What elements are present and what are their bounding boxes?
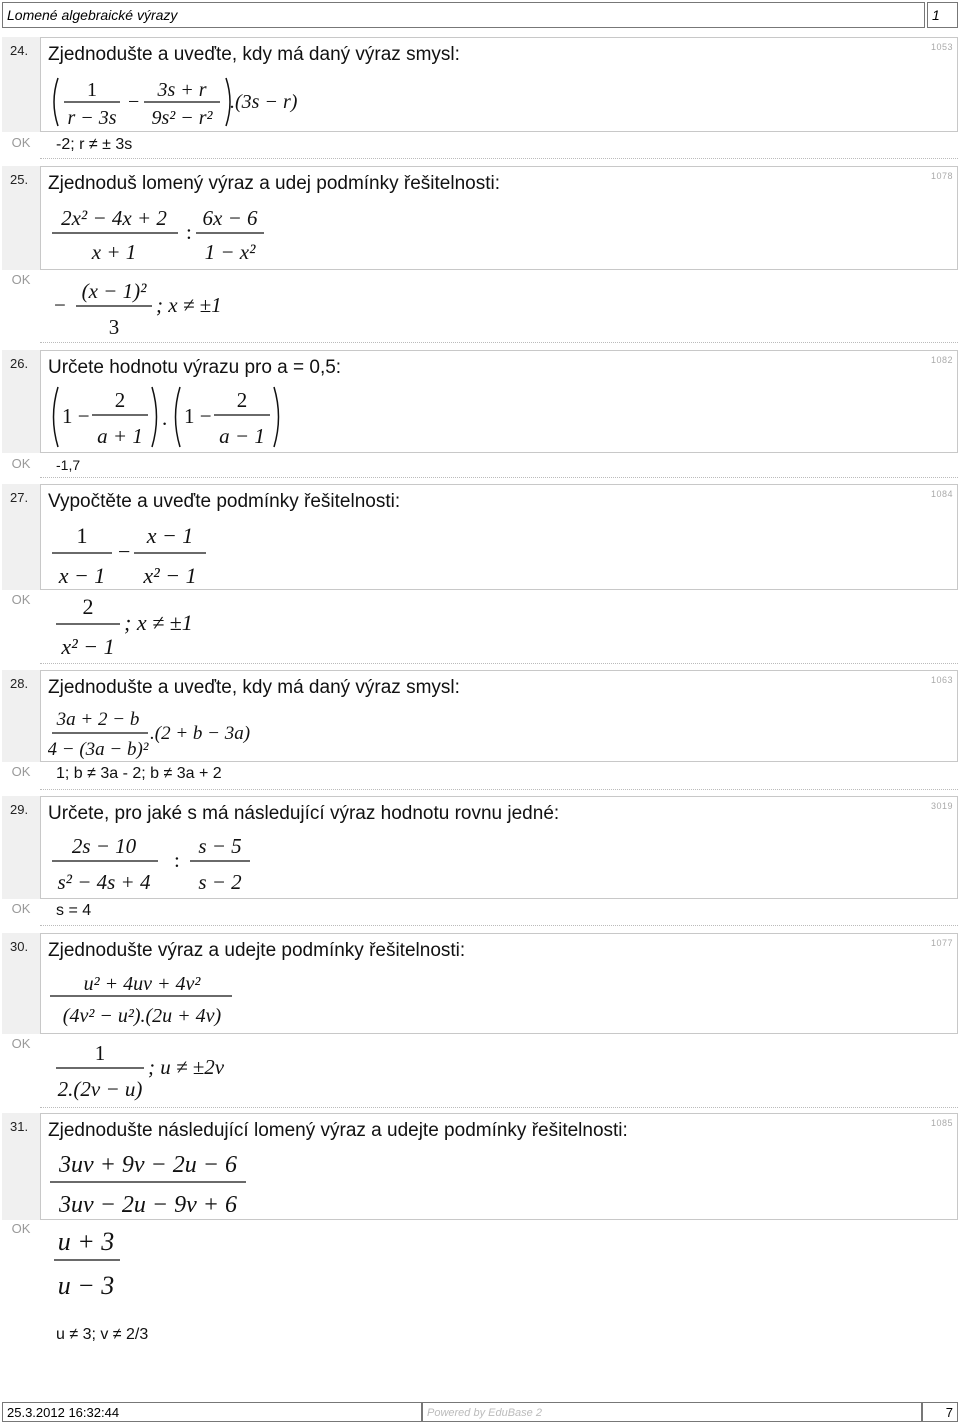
division-colon: : <box>174 848 180 872</box>
answer-text: s = 4 <box>56 902 92 919</box>
denominator: a + 1 <box>97 424 143 448</box>
expression-31 <box>48 1148 288 1218</box>
answer-text: u ≠ 3; v ≠ 2/3 <box>56 1326 149 1343</box>
problem-box <box>40 37 958 132</box>
expression-24 <box>48 74 308 130</box>
problem-number: 25. <box>2 166 40 270</box>
ok-label: OK <box>11 135 31 150</box>
denominator: u − 3 <box>57 1271 115 1300</box>
denominator: (4v² − u²).(2u + 4v) <box>62 1005 222 1027</box>
expression-26 <box>48 385 308 449</box>
problem-text: Zjednodušte a uveďte, kdy má daný výraz smysl: <box>48 44 460 65</box>
denominator: s − 2 <box>198 870 242 894</box>
problem-31 <box>2 1113 958 1361</box>
answer-text: -2; r ≠ ± 3s <box>56 136 133 153</box>
ok-label: OK <box>11 456 31 471</box>
denominator: r − 3s <box>67 107 117 129</box>
minus-sign: − <box>54 293 66 317</box>
answer-box <box>40 132 958 159</box>
problem-id: 1078 <box>930 171 953 181</box>
numerator: 2 <box>82 594 94 619</box>
denominator: 9s² − r² <box>151 107 213 129</box>
division-colon: : <box>186 220 192 244</box>
denominator: 4 − (3a − b)² <box>48 739 149 760</box>
numerator: 2x² − 4x + 2 <box>61 206 167 230</box>
problem-id: 1084 <box>930 489 953 499</box>
ok-label: OK <box>11 592 31 607</box>
ok-label: OK <box>11 764 31 779</box>
condition: ; u ≠ ±2v <box>148 1055 225 1079</box>
ok-label: OK <box>11 901 31 916</box>
footer-page-number: 7 <box>922 1402 958 1422</box>
denominator: s² − 4s + 4 <box>57 870 151 894</box>
footer-datetime: 25.3.2012 16:32:44 <box>2 1402 422 1422</box>
answer-expression <box>52 1222 172 1300</box>
problem-id: 1053 <box>930 42 953 52</box>
problem-box <box>40 166 958 270</box>
problem-29 <box>2 796 958 926</box>
answer-expression <box>52 274 272 340</box>
problem-27 <box>2 484 958 664</box>
expression-30 <box>48 968 288 1030</box>
answer-box <box>40 270 958 343</box>
denominator: x + 1 <box>91 240 137 264</box>
numerator: s − 5 <box>198 834 242 858</box>
problem-box <box>40 1113 958 1220</box>
problem-text: Vypočtěte a uveďte podmínky řešitelnosti: <box>48 491 401 512</box>
answer-box <box>40 453 958 478</box>
problem-id: 1085 <box>930 1118 953 1128</box>
problem-id: 3019 <box>930 801 953 811</box>
problem-text: Zjednoduš lomený výraz a udej podmínky řešitelnosti: <box>48 173 501 194</box>
expression-27 <box>48 521 268 589</box>
header-page-number: 1 <box>927 2 958 28</box>
answer-text: -1,7 <box>56 457 81 473</box>
problem-number: 24. <box>2 37 40 132</box>
expression-28 <box>48 705 308 761</box>
problem-box <box>40 670 958 762</box>
problem-number: 27. <box>2 484 40 590</box>
answer-text: 1; b ≠ 3a - 2; b ≠ 3a + 2 <box>56 765 222 782</box>
ok-label: OK <box>11 1221 31 1236</box>
problem-box <box>40 933 958 1034</box>
problem-24 <box>2 37 958 159</box>
problem-28 <box>2 670 958 790</box>
denominator: 3uv − 2u − 9v + 6 <box>59 1192 237 1218</box>
numerator: 3s + r <box>157 79 207 101</box>
numerator: 1 <box>87 79 97 101</box>
problem-box <box>40 484 958 590</box>
denominator: 3 <box>108 315 120 339</box>
numerator: 3uv + 9v − 2u − 6 <box>59 1152 237 1178</box>
problem-text: Zjednodušte výraz a udejte podmínky řešitelnosti: <box>48 940 466 961</box>
problem-text: Určete, pro jaké s má následující výraz hodnotu rovnu jedné: <box>48 803 560 824</box>
problem-box <box>40 350 958 453</box>
problem-30 <box>2 933 958 1108</box>
answer-box <box>40 590 958 664</box>
denominator: x² − 1 <box>61 634 115 659</box>
numerator: 6x − 6 <box>202 206 258 230</box>
numerator: (x − 1)² <box>81 279 147 303</box>
denominator: x² − 1 <box>143 563 197 588</box>
problem-number: 28. <box>2 670 40 762</box>
numerator: 2s − 10 <box>71 834 137 858</box>
term: 1 − <box>184 404 212 428</box>
answer-box <box>40 899 958 926</box>
problem-text: Zjednodušte a uveďte, kdy má daný výraz smysl: <box>48 677 460 698</box>
problem-25 <box>2 166 958 343</box>
denominator: x − 1 <box>58 563 106 588</box>
numerator: u + 3 <box>57 1227 115 1256</box>
numerator: 2 <box>236 388 248 412</box>
denominator: a − 1 <box>219 424 265 448</box>
answer-box <box>40 1220 958 1361</box>
term: 1 − <box>62 404 90 428</box>
dot-operator: . <box>162 406 168 430</box>
answer-box <box>40 1034 958 1108</box>
numerator: 3a + 2 − b <box>56 709 140 730</box>
answer-box <box>40 762 958 790</box>
problem-number: 26. <box>2 350 40 453</box>
problem-id: 1082 <box>930 355 953 365</box>
minus-sign: − <box>128 91 140 113</box>
denominator: 1 − x² <box>204 240 256 264</box>
numerator: 2 <box>114 388 126 412</box>
expression-29 <box>48 831 288 895</box>
ok-label: OK <box>11 272 31 287</box>
problem-text: Zjednodušte následující lomený výraz a udejte podmínky řešitelnosti: <box>48 1120 628 1141</box>
problem-id: 1077 <box>930 938 953 948</box>
problem-number: 29. <box>2 796 40 899</box>
problem-box <box>40 796 958 899</box>
answer-expression <box>52 592 252 660</box>
numerator: 1 <box>94 1041 106 1065</box>
problem-number: 30. <box>2 933 40 1034</box>
footer-powered-by: Powered by EduBase 2 <box>422 1402 922 1422</box>
factor: .(2 + b − 3a) <box>150 723 251 744</box>
numerator: x − 1 <box>146 523 194 548</box>
denominator: 2.(2v − u) <box>57 1077 143 1101</box>
problem-text: Určete hodnotu výrazu pro a = 0,5: <box>48 357 342 378</box>
problem-26 <box>2 350 958 478</box>
condition: ; x ≠ ±1 <box>156 293 222 317</box>
answer-expression <box>52 1036 292 1102</box>
numerator: u² + 4uv + 4v² <box>83 973 201 995</box>
factor: .(3s − r) <box>230 91 298 113</box>
document-title: Lomené algebraické výrazy <box>2 2 925 28</box>
numerator: 1 <box>76 523 88 548</box>
problem-number: 31. <box>2 1113 40 1220</box>
ok-label: OK <box>11 1036 31 1051</box>
minus-sign: − <box>118 539 131 564</box>
condition: ; x ≠ ±1 <box>124 610 193 635</box>
problem-id: 1063 <box>930 675 953 685</box>
expression-25 <box>48 203 308 267</box>
